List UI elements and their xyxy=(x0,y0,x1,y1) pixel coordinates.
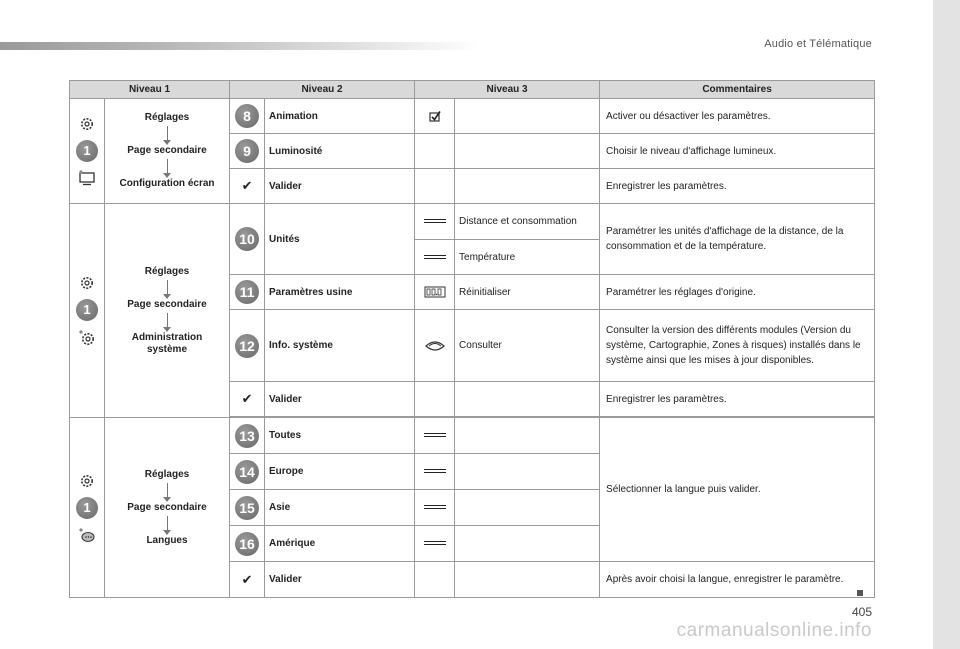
level3-consulter[interactable]: Consulter xyxy=(455,310,600,382)
badge-cell xyxy=(230,418,265,454)
level3-text xyxy=(455,562,600,598)
badge-cell xyxy=(230,204,265,275)
arrow-down-icon xyxy=(167,126,168,141)
level2-animation[interactable]: Animation xyxy=(265,99,415,134)
group3-path xyxy=(105,418,230,598)
level3-icon-cell xyxy=(415,526,455,562)
path-screen-config: Configuration écran xyxy=(119,178,215,189)
option-line-icon[interactable] xyxy=(424,219,446,223)
comment: Enregistrer les paramètres. xyxy=(600,169,875,204)
badge-cell xyxy=(230,134,265,169)
header-niveau-2: Niveau 2 xyxy=(230,81,415,99)
option-line-icon[interactable] xyxy=(424,469,446,473)
level3-text xyxy=(455,454,600,490)
badge-cell xyxy=(230,526,265,562)
comment: Enregistrer les paramètres. xyxy=(600,382,875,417)
gear-icon xyxy=(79,116,95,132)
badge-cell xyxy=(230,382,265,417)
level3-text xyxy=(455,99,600,134)
page-header-title: Audio et Télématique xyxy=(764,38,872,50)
level2-unites[interactable]: Unités xyxy=(265,204,415,275)
comment: Paramétrer les unités d'affichage de la distance, de la consommation et de la température. xyxy=(600,204,875,275)
option-line-icon[interactable] xyxy=(424,255,446,259)
header-niveau-3: Niveau 3 xyxy=(415,81,600,99)
level3-icon-cell xyxy=(415,169,455,204)
group1-icons xyxy=(70,99,105,204)
watermark: carmanualsonline.info xyxy=(676,620,872,641)
level3-icon-cell xyxy=(415,418,455,454)
group3-icons xyxy=(70,418,105,598)
step-badge: 16 xyxy=(235,532,259,556)
level3-icon-cell xyxy=(415,310,455,382)
step-badge: 10 xyxy=(235,227,259,251)
step-badge: 12 xyxy=(235,334,259,358)
group2-icons xyxy=(70,204,105,418)
checkbox-icon[interactable] xyxy=(428,109,442,123)
level-badge: 1 xyxy=(76,497,98,519)
checkmark-icon: ✔ xyxy=(241,571,253,587)
level3-icon-cell xyxy=(415,240,455,275)
option-line-icon[interactable] xyxy=(424,433,446,437)
level3-icon-cell xyxy=(415,454,455,490)
level2-toutes[interactable]: Toutes xyxy=(265,418,415,454)
badge-cell xyxy=(230,562,265,598)
header-gradient-bar xyxy=(0,42,480,50)
badge-cell xyxy=(230,454,265,490)
level3-distance-consommation[interactable]: Distance et consommation xyxy=(455,204,600,240)
level3-text xyxy=(455,490,600,526)
comment: Après avoir choisi la langue, enregistrer le paramètre. xyxy=(600,562,875,598)
admin-settings-icon xyxy=(78,329,96,347)
path-settings: Réglages xyxy=(144,112,190,123)
arrow-down-icon xyxy=(167,483,168,498)
gear-icon xyxy=(79,275,95,291)
comment: Sélectionner la langue puis valider. xyxy=(600,418,875,562)
level3-text xyxy=(455,526,600,562)
level3-text xyxy=(455,134,600,169)
path-secondary-page: Page secondaire xyxy=(127,501,207,513)
gear-icon xyxy=(79,473,95,489)
path-admin-system: Administration système xyxy=(131,331,203,355)
page-marker xyxy=(857,590,863,596)
settings-table xyxy=(69,80,875,598)
level3-icon-cell xyxy=(415,134,455,169)
option-line-icon[interactable] xyxy=(424,541,446,545)
table-row xyxy=(70,418,875,454)
table-header-row xyxy=(70,81,875,99)
screen-config-icon xyxy=(78,170,96,186)
badge-cell xyxy=(230,310,265,382)
checkmark-icon: ✔ xyxy=(241,391,253,406)
comment: Choisir le niveau d'affichage lumineux. xyxy=(600,134,875,169)
level3-text xyxy=(455,169,600,204)
group1-path xyxy=(105,99,230,204)
arrow-down-icon xyxy=(167,313,168,328)
comment: Consulter la version des différents modules (Version du système, Cartographie, Zones à risques) installés dans le système ainsi que les mises à jour disponibles. xyxy=(600,310,875,382)
level-badge: 1 xyxy=(76,299,98,321)
level2-valider[interactable]: Valider xyxy=(265,562,415,598)
page-number: 405 xyxy=(851,605,872,619)
level3-icon-cell xyxy=(415,275,455,310)
arrow-down-icon xyxy=(167,516,168,531)
table-row xyxy=(70,99,875,134)
step-badge: 11 xyxy=(235,280,259,304)
arrow-down-icon xyxy=(167,280,168,295)
level3-icon-cell xyxy=(415,490,455,526)
step-badge: 13 xyxy=(235,424,259,448)
level3-icon-cell xyxy=(415,204,455,240)
language-icon xyxy=(78,527,96,543)
path-secondary-page: Page secondaire xyxy=(127,298,207,310)
step-badge: 8 xyxy=(235,104,259,128)
level2-luminosite[interactable]: Luminosité xyxy=(265,134,415,169)
level2-valider[interactable]: Valider xyxy=(265,382,415,417)
header-commentaires: Commentaires xyxy=(600,81,875,99)
step-badge: 14 xyxy=(235,460,259,484)
step-badge: 15 xyxy=(235,496,259,520)
level3-icon-cell xyxy=(415,99,455,134)
path-settings: Réglages xyxy=(144,468,190,480)
path-languages: Langues xyxy=(146,534,188,546)
level3-text xyxy=(455,418,600,454)
level2-valider[interactable]: Valider xyxy=(265,169,415,204)
level2-info-systeme[interactable]: Info. système xyxy=(265,310,415,382)
level3-reinitialiser[interactable]: Réinitialiser xyxy=(455,275,600,310)
path-settings: Réglages xyxy=(144,265,190,277)
option-line-icon[interactable] xyxy=(424,505,446,509)
table-row xyxy=(70,204,875,240)
group2-path xyxy=(105,204,230,418)
step-badge: 9 xyxy=(235,139,259,163)
checkmark-icon: ✔ xyxy=(241,178,253,193)
arrow-down-icon xyxy=(167,159,168,174)
side-strip xyxy=(933,0,960,649)
badge-cell xyxy=(230,99,265,134)
path-secondary-page: Page secondaire xyxy=(127,145,207,156)
reset-counter-icon[interactable] xyxy=(424,286,446,298)
level3-icon-cell xyxy=(415,562,455,598)
eye-icon[interactable] xyxy=(425,340,445,352)
level2-parametres-usine[interactable]: Paramètres usine xyxy=(265,275,415,310)
comment: Paramétrer les réglages d'origine. xyxy=(600,275,875,310)
level3-temperature[interactable]: Température xyxy=(455,240,600,275)
level2-asie[interactable]: Asie xyxy=(265,490,415,526)
level3-icon-cell xyxy=(415,382,455,417)
level-badge: 1 xyxy=(76,140,98,162)
level2-amerique[interactable]: Amérique xyxy=(265,526,415,562)
level3-text xyxy=(455,382,600,417)
level2-europe[interactable]: Europe xyxy=(265,454,415,490)
header-niveau-1: Niveau 1 xyxy=(70,81,230,99)
badge-cell xyxy=(230,275,265,310)
comment: Activer ou désactiver les paramètres. xyxy=(600,99,875,134)
badge-cell xyxy=(230,490,265,526)
badge-cell xyxy=(230,169,265,204)
